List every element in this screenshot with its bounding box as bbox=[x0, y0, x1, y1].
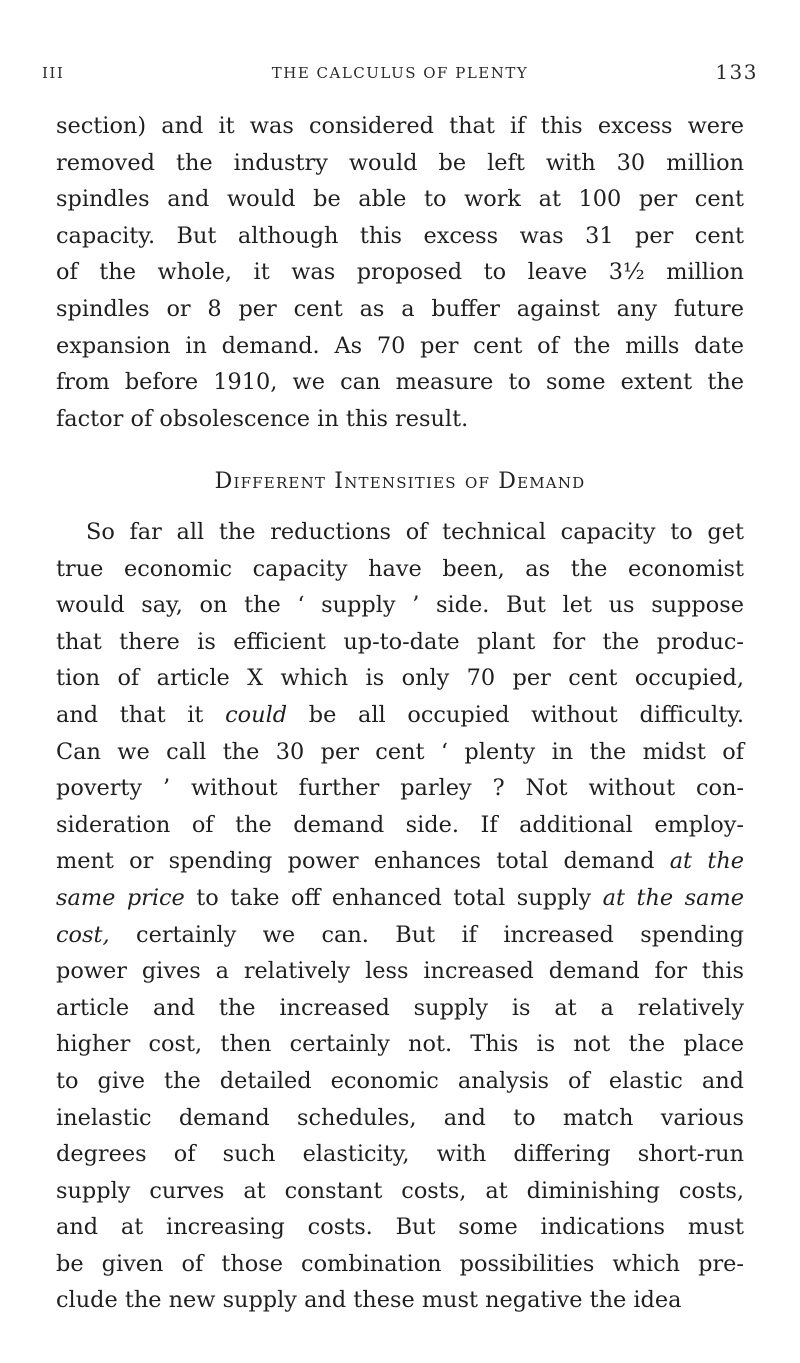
text-run: to take off enhanced total supply bbox=[184, 884, 603, 911]
italic-run: same price bbox=[56, 884, 185, 911]
text-line: So far all the reductions of technical capacity to get bbox=[86, 519, 744, 545]
text-line: supply curves at constant costs, at diminishing costs, bbox=[56, 1177, 744, 1204]
text-line: would say, on the ‘ supply ’ side. But let us suppose bbox=[56, 592, 744, 619]
text-line: spindles or 8 per cent as a buffer against any future bbox=[56, 295, 744, 322]
text-line: be given of those combination possibilities which pre- bbox=[56, 1250, 744, 1277]
text-line: inelastic demand schedules, and to match various bbox=[56, 1104, 744, 1131]
text-line: power gives a relatively less increased demand for this bbox=[56, 958, 744, 985]
text-line: expansion in demand. As 70 per cent of the mills date bbox=[56, 332, 744, 359]
text-line: capacity. But although this excess was 31 per cent bbox=[56, 222, 744, 249]
text-run: and that it bbox=[56, 701, 226, 728]
paragraph-2 bbox=[56, 514, 744, 1319]
page-number: 133 bbox=[715, 60, 758, 84]
text-run: ment or spending power enhances total demand bbox=[56, 848, 670, 875]
text-line: degrees of such elasticity, with differing short-run bbox=[56, 1141, 744, 1168]
text-line: sideration of the demand side. If additional employ- bbox=[56, 811, 744, 838]
text-line: to give the detailed economic analysis of elastic and bbox=[56, 1067, 744, 1094]
text-line: spindles and would be able to work at 100 per cent bbox=[56, 186, 744, 213]
italic-run: at the bbox=[669, 848, 744, 875]
italic-run: could bbox=[225, 701, 288, 728]
text-line: article and the increased supply is at a relatively bbox=[56, 994, 744, 1021]
text-line: true economic capacity have been, as the economist bbox=[56, 555, 744, 582]
text-line: of the whole, it was proposed to leave 3½ million bbox=[56, 259, 744, 286]
text-line: Can we call the 30 per cent ‘ plenty in the midst of bbox=[56, 738, 744, 765]
running-title: THE CALCULUS OF PLENTY bbox=[271, 64, 529, 82]
paragraph-1 bbox=[56, 108, 744, 437]
text-line bbox=[56, 917, 744, 954]
text-line: poverty ’ without further parley ? Not without con- bbox=[56, 775, 744, 802]
text-line: factor of obsolescence in this result. bbox=[56, 405, 469, 432]
text-line: section) and it was considered that if this excess were bbox=[56, 113, 744, 139]
section-heading: Different Intensities of Demand bbox=[214, 469, 586, 494]
text-line: that there is efficient up-to-date plant for the produc- bbox=[56, 628, 744, 655]
text-run: be all occupied without difficulty. bbox=[287, 701, 744, 728]
text-line: tion of article X which is only 70 per cent occupied, bbox=[56, 665, 744, 692]
italic-run: cost, bbox=[56, 921, 110, 948]
running-head bbox=[42, 60, 758, 88]
text-line bbox=[56, 843, 744, 880]
text-line bbox=[56, 697, 744, 734]
text-line: clude the new supply and these must negative the idea bbox=[56, 1287, 682, 1314]
italic-run: at the same bbox=[602, 884, 744, 911]
chapter-number: III bbox=[42, 64, 65, 82]
text-line: higher cost, then certainly not. This is not the place bbox=[56, 1031, 744, 1058]
text-line: and at increasing costs. But some indications must bbox=[56, 1214, 744, 1241]
text-line bbox=[56, 880, 744, 917]
text-line: from before 1910, we can measure to some extent the bbox=[56, 369, 744, 396]
text-run: certainly we can. But if increased spending bbox=[109, 921, 744, 948]
text-line: removed the industry would be left with 30 million bbox=[56, 149, 744, 176]
